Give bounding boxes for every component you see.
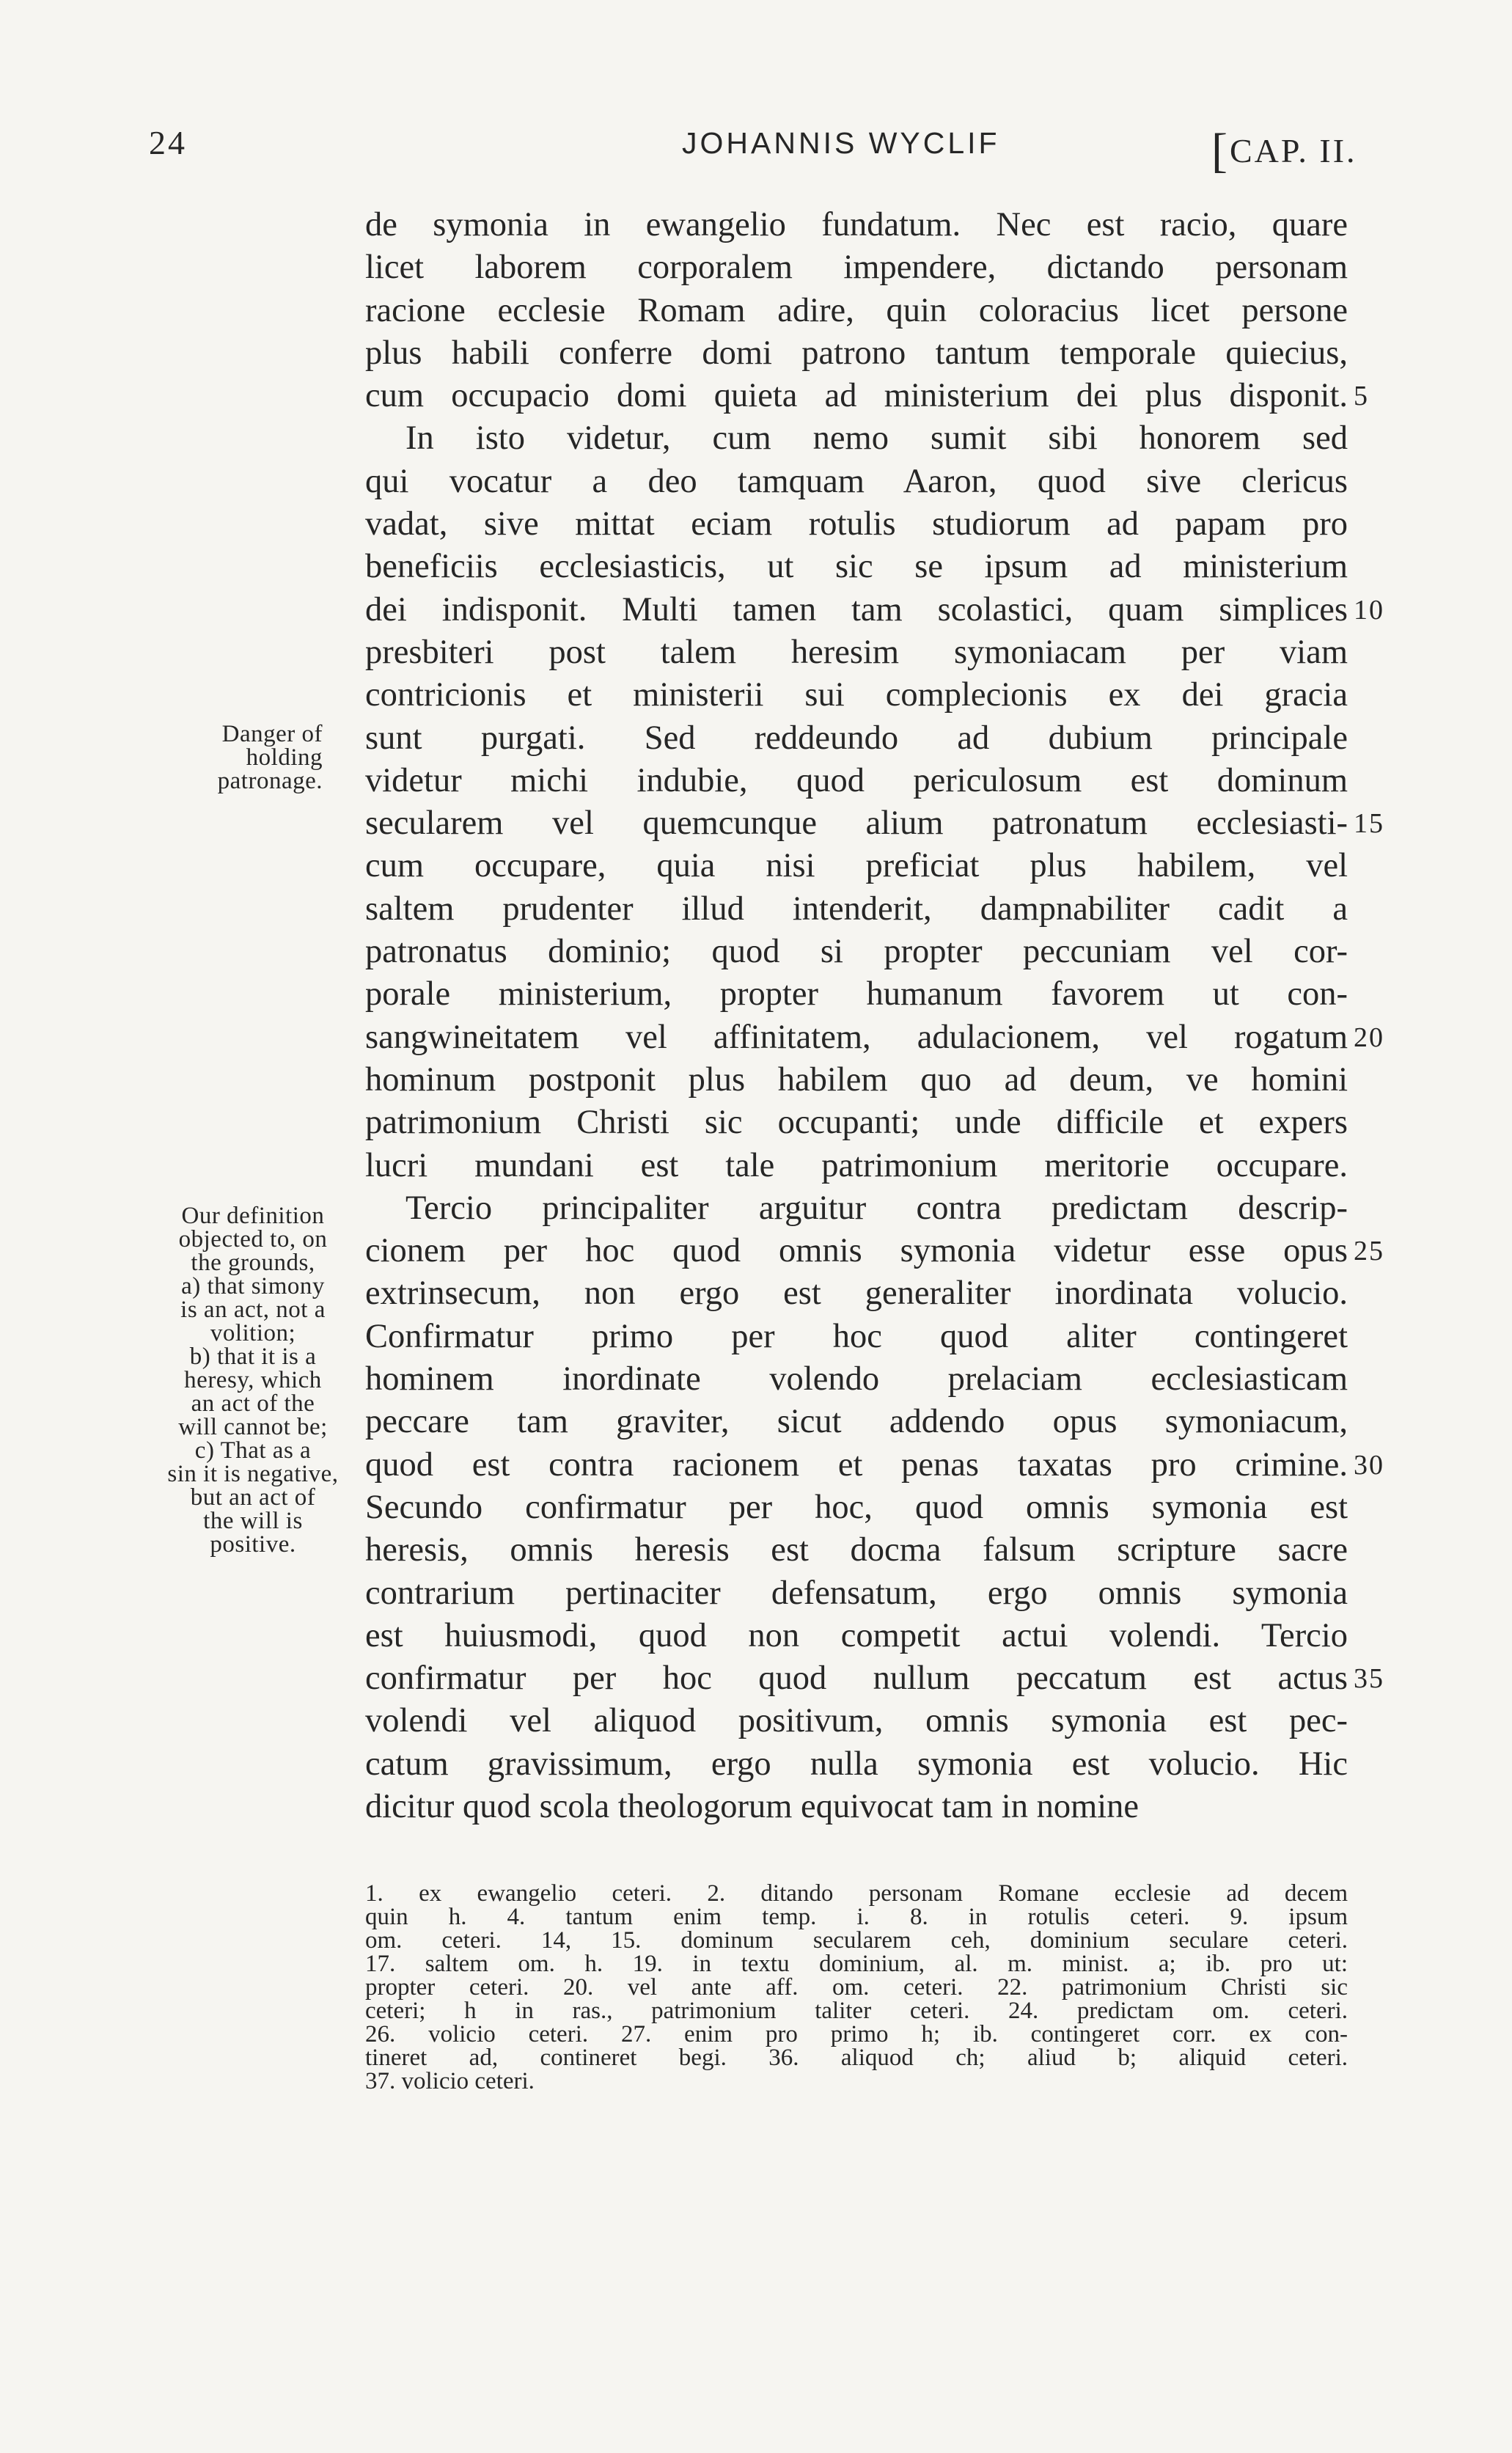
text-line: racione ecclesie Romam adire, quin coloracius licet persone (365, 291, 1348, 329)
line-number: 20 (1354, 1022, 1384, 1053)
line-number: 5 (1354, 381, 1369, 411)
text-line: est huiusmodi, quod non competit actui volendi. Tercio (365, 1616, 1348, 1654)
text-line: secularem vel quemcunque alium patronatum ecclesiasti- (365, 804, 1348, 843)
text-line: patronatus dominio; quod si propter peccuniam vel cor- (365, 933, 1348, 971)
text-line: presbiteri post talem heresim symoniacam per viam (365, 633, 1348, 671)
marginal-line: the will is (203, 1508, 303, 1534)
marginal-line: holding (246, 744, 323, 771)
footnote-line: propter ceteri. 20. vel ante aff. om. ceteri. 22. patrimonium Christi sic (365, 1974, 1348, 2001)
footnote-line: 37. volicio ceteri. (365, 2068, 535, 2094)
marginal-line: will cannot be; (178, 1414, 328, 1440)
text-line: dicitur quod scola theologorum equivocat tam in nomine (365, 1787, 1139, 1825)
text-line: confirmatur per hoc quod nullum peccatum est actus (365, 1660, 1348, 1698)
text-line: licet laborem corporalem impendere, dictando personam (365, 249, 1348, 287)
text-line: patrimonium Christi sic occupanti; unde difficile et expers (365, 1104, 1348, 1142)
page-header (0, 0, 1512, 191)
text-line: Secundo confirmatur per hoc, quod omnis symonia est (365, 1488, 1348, 1526)
line-number: 10 (1354, 595, 1384, 626)
text-line: catum gravissimum, ergo nulla symonia est volucio. Hic (365, 1745, 1348, 1783)
text-line: Confirmatur primo per hoc quod aliter contingeret (365, 1317, 1348, 1355)
marginal-line: heresy, which (184, 1367, 322, 1393)
marginal-line: Our definition (181, 1203, 325, 1229)
text-line: peccare tam graviter, sicut addendo opus symoniacum, (365, 1403, 1348, 1441)
text-line: videtur michi indubie, quod periculosum est dominum (365, 761, 1348, 799)
marginal-line: Danger of (221, 721, 323, 747)
marginal-line: a) that simony (181, 1273, 325, 1299)
text-line: cum occupare, quia nisi preficiat plus habilem, vel (365, 847, 1348, 885)
text-line: cionem per hoc quod omnis symonia videtur esse opus (365, 1232, 1348, 1270)
marginal-line: positive. (210, 1531, 296, 1558)
running-title: JOHANNIS WYCLIF (682, 126, 1000, 160)
marginal-note-danger (147, 722, 323, 793)
footnote-line: quin h. 4. tantum enim temp. i. 8. in rotulis ceteri. 9. ipsum (365, 1904, 1348, 1930)
text-line: de symonia in ewangelio fundatum. Nec est racio, quare (365, 206, 1348, 243)
footnote-line: om. ceteri. 14, 15. dominum secularem ceh, dominium seculare ceteri. (365, 1927, 1348, 1954)
footnote-line: ceteri; h in ras., patrimonium taliter ceteri. 24. predictam om. ceteri. (365, 1998, 1348, 2024)
marginal-line: patronage. (217, 768, 323, 794)
line-number: 30 (1354, 1450, 1384, 1481)
chapter-reference (1211, 119, 1357, 175)
marginal-line: the grounds, (191, 1250, 315, 1276)
text-line: sangwineitatem vel affinitatem, adulacionem, vel rogatum (365, 1018, 1348, 1056)
text-line: dei indisponit. Multi tamen tam scolastici, quam simplices (365, 590, 1348, 628)
footnote-line: tineret ad, contineret begi. 36. aliquod ch; aliud b; aliquid ceteri. (365, 2045, 1348, 2071)
line-number: 35 (1354, 1663, 1384, 1694)
text-line: beneficiis ecclesiasticis, ut sic se ipsum ad ministerium (365, 548, 1348, 586)
line-number: 15 (1354, 808, 1384, 839)
chapter-label: CAP. II. (1229, 132, 1357, 169)
text-line: heresis, omnis heresis est docma falsum scripture sacre (365, 1531, 1348, 1569)
bracket-glyph: [ (1211, 124, 1230, 177)
text-line: hominum postponit plus habilem quo ad deum, ve homini (365, 1060, 1348, 1099)
text-line: contricionis et ministerii sui complecionis ex dei gracia (365, 676, 1348, 714)
page-number: 24 (149, 124, 187, 161)
marginal-line: b) that it is a (189, 1343, 317, 1370)
main-text-block (365, 204, 1348, 1828)
marginal-line: is an act, not a (180, 1297, 326, 1323)
text-line: cum occupacio domi quieta ad ministerium dei plus disponit. (365, 377, 1348, 415)
marginal-line: but an act of (190, 1484, 316, 1511)
footnote-line: 26. volicio ceteri. 27. enim pro primo h; ib. contingeret corr. ex con- (365, 2021, 1348, 2047)
marginal-note-definition (147, 1204, 359, 1556)
marginal-line: sin it is negative, (167, 1461, 339, 1487)
text-line: porale ministerium, propter humanum favorem ut con- (365, 975, 1348, 1013)
text-line: lucri mundani est tale patrimonium meritorie occupare. (365, 1146, 1348, 1184)
text-line: plus habili conferre domi patrono tantum temporale quiecius, (365, 334, 1348, 372)
text-line: In isto videtur, cum nemo sumit sibi honorem sed (405, 419, 1348, 458)
text-line: contrarium pertinaciter defensatum, ergo omnis symonia (365, 1574, 1348, 1612)
text-line: sunt purgati. Sed reddeundo ad dubium principale (365, 719, 1348, 757)
text-line: quod est contra racionem et penas taxatas pro crimine. (365, 1445, 1348, 1484)
marginal-line: an act of the (191, 1390, 315, 1417)
line-number: 25 (1354, 1236, 1384, 1266)
text-line: volendi vel aliquod positivum, omnis symonia est pec- (365, 1702, 1348, 1740)
marginal-line: volition; (210, 1320, 296, 1346)
footnote-line: 1. ex ewangelio ceteri. 2. ditando personam Romane ecclesie ad decem (365, 1880, 1348, 1907)
text-line: extrinsecum, non ergo est generaliter inordinata volucio. (365, 1275, 1348, 1313)
text-line: vadat, sive mittat eciam rotulis studiorum ad papam pro (365, 505, 1348, 543)
critical-apparatus-footnotes (365, 1882, 1348, 2093)
text-line: hominem inordinate volendo prelaciam ecclesiasticam (365, 1360, 1348, 1398)
text-line: saltem prudenter illud intenderit, dampnabiliter cadit a (365, 890, 1348, 928)
text-line: Tercio principaliter arguitur contra predictam descrip- (405, 1189, 1348, 1227)
marginal-line: c) That as a (194, 1437, 312, 1464)
footnote-line: 17. saltem om. h. 19. in textu dominium, al. m. minist. a; ib. pro ut: (365, 1951, 1348, 1977)
marginal-line: objected to, on (178, 1226, 328, 1253)
text-line: qui vocatur a deo tamquam Aaron, quod sive clericus (365, 462, 1348, 500)
